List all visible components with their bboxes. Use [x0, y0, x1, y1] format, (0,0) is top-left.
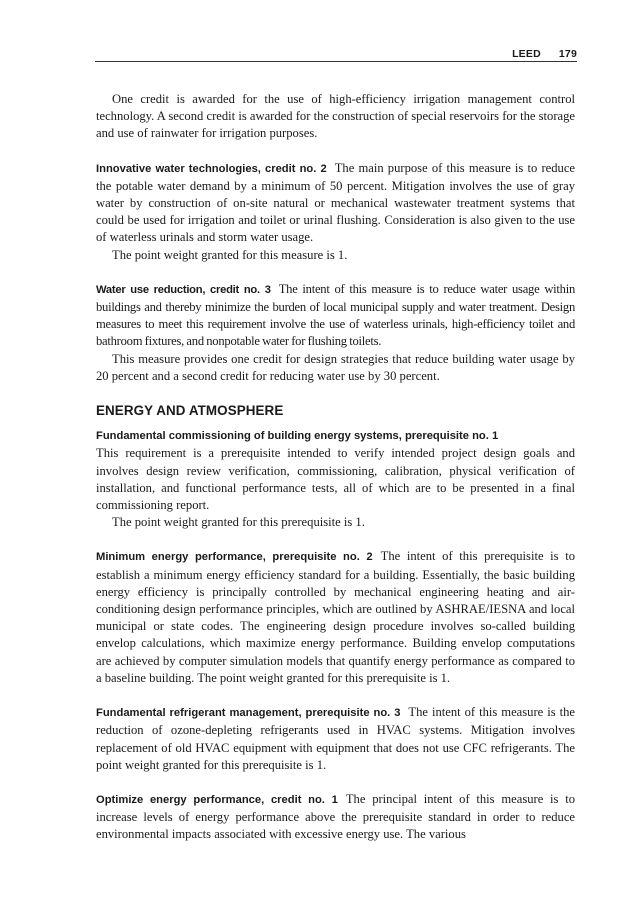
header-rule	[95, 61, 577, 62]
run-in-heading-optimize: Optimize energy performance, credit no. 1	[96, 793, 338, 806]
page-number: 179	[558, 48, 577, 60]
paragraph-innovative-water-text: The main purpose of this measure is to reduce the potable water demand by a minimum of 50 percent. Mitigation involves the use of gray water by construction of on-site natural or mechanical wastewater treatment systems that could be used for irrigation and toilet or urinal flushing. Consideration is also given to the use of waterless urinals and storm water usage.	[96, 160, 576, 245]
run-in-heading-innovative-water: Innovative water technologies, credit no. 2	[96, 162, 327, 175]
run-in-heading-min-energy: Minimum energy performance, prerequisite no. 2	[96, 551, 373, 564]
run-in-heading-water-use: Water use reduction, credit no. 3	[96, 283, 271, 296]
paragraph-water-use	[96, 281, 575, 351]
run-in-heading-refrigerant: Fundamental refrigerant management, prerequisite no. 3	[96, 707, 401, 720]
paragraph-refrigerant	[96, 704, 575, 774]
section-heading-energy-atmosphere: ENERGY AND ATMOSPHERE	[96, 403, 284, 419]
paragraph-optimize	[96, 791, 575, 844]
page-body	[96, 91, 575, 844]
paragraph-commissioning-points: The point weight granted for this prerequisite is 1.	[112, 515, 365, 530]
paragraph-optimize-text: The principal intent of this measure is to increase levels of energy performance above the prerequisite standard in order to reduce environmental impacts associated with excessive energy use. The various	[96, 791, 576, 842]
paragraph-innovative-points: The point weight granted for this measure is 1.	[112, 247, 348, 262]
paragraph-commissioning-text: This requirement is a prerequisite intended to verify intended project design goals and involves design review verification, commissioning, calibration, physical verification of installation, and functional performance tests, all of which are to be presented in a final commissioning report.	[96, 446, 575, 513]
paragraph-irrigation: One credit is awarded for the use of high-efficiency irrigation management control technology. A second credit is awarded for the construction of special reservoirs for the storage and use of rainwater for irrigation purposes.	[96, 92, 575, 141]
paragraph-water-use-credits: This measure provides one credit for design strategies that reduce building water usage by 20 percent and a second credit for reducing water use by 30 percent.	[96, 351, 575, 383]
paragraph-water-use-text: The intent of this measure is to reduce water usage within buildings and thereby minimize the burden of local municipal supply and water treatment. Design measures to meet this requirement involve the use of waterless urinals, high-efficiency toilet and bathroom fixtures, and nonpotable water for flushing toilets.	[96, 281, 576, 349]
run-in-heading-commissioning: Fundamental commissioning of building energy systems, prerequisite no. 1	[96, 430, 499, 443]
paragraph-innovative-water	[96, 160, 575, 247]
running-header	[0, 44, 577, 60]
running-header-section: LEED	[512, 48, 541, 60]
paragraph-min-energy	[96, 548, 575, 687]
paragraph-min-energy-text: The intent of this prerequisite is to establish a minimum energy efficiency standard for a building. Essentially, the basic building energy efficiency is principally controlled by mechanical engineering heating and air-conditioning design performance principles, which are outlined by ASHRAE/IESNA and local municipal or state codes. The engineering design procedure involves so-called building envelop calculations, which maximize energy performance. Building envelop computations are achieved by computer simulation models that quantify energy performance as compared to a baseline building. The point weight granted for this prerequisite is 1.	[96, 549, 575, 685]
paragraph-refrigerant-text: The intent of this measure is the reduction of ozone-depleting refrigerants used in HVAC systems. Mitigation involves replacement of old HVAC equipment with equipment that does not use CFC refrigerants. The point weight granted for this prerequisite is 1.	[96, 705, 575, 772]
paragraph-commissioning	[96, 427, 575, 514]
